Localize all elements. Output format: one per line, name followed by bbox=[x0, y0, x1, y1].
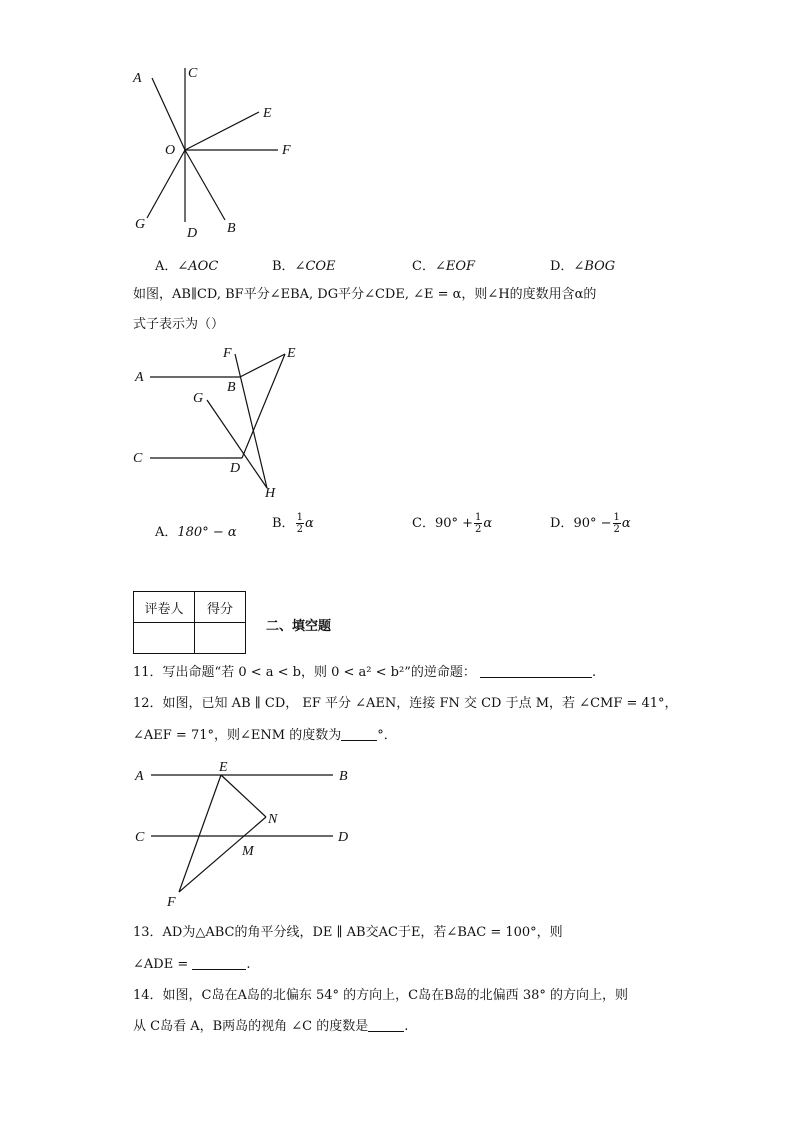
label-c: C bbox=[133, 451, 143, 466]
q14-line2 bbox=[133, 1018, 408, 1036]
q10-line1 bbox=[133, 286, 596, 304]
choice-tail: α bbox=[621, 516, 631, 531]
score-header: 得分 bbox=[195, 592, 246, 623]
q12-end: °． bbox=[377, 728, 397, 743]
choice-text: ∠EOF bbox=[434, 259, 476, 274]
label-m: M bbox=[242, 844, 254, 859]
choice-key: D． bbox=[550, 516, 574, 531]
q13-line1 bbox=[133, 924, 563, 942]
label-c: C bbox=[188, 66, 198, 81]
fraction bbox=[474, 512, 482, 535]
grader-header: 评卷人 bbox=[134, 592, 195, 623]
section-title: 二、填空题 bbox=[266, 619, 332, 634]
segment-en bbox=[221, 775, 266, 817]
label-f: F bbox=[223, 346, 232, 361]
label-a: A bbox=[135, 370, 144, 385]
choice-text: ∠AOC bbox=[177, 259, 219, 274]
choice-text: ∠COE bbox=[294, 259, 336, 274]
choice-tail: α bbox=[304, 516, 314, 531]
q9-choice-d[interactable] bbox=[550, 255, 615, 274]
q11-text: 11．写出命题“若 0 < a < b，则 0 < a² < b²”的逆命题： bbox=[133, 665, 476, 680]
figure-parallel-bisectors bbox=[125, 340, 325, 505]
choice-tail: α bbox=[483, 516, 493, 531]
q11-end: . bbox=[591, 665, 597, 680]
ray-og bbox=[147, 150, 185, 218]
label-d: D bbox=[338, 830, 349, 845]
choice-text: 180° − α bbox=[177, 525, 237, 540]
q13-end: . bbox=[246, 957, 251, 972]
q9-choice-a[interactable] bbox=[155, 255, 218, 274]
q9-choice-c[interactable] bbox=[412, 255, 475, 274]
choice-prefix: 90° − bbox=[573, 516, 612, 531]
q11-answer-blank[interactable] bbox=[480, 665, 592, 678]
figure-parallel-triangle bbox=[125, 755, 365, 915]
label-b: B bbox=[339, 769, 348, 784]
choice-prefix: 90° + bbox=[434, 516, 474, 531]
q10-choice-c[interactable] bbox=[412, 512, 492, 535]
label-d: D bbox=[230, 461, 241, 476]
line-de bbox=[242, 354, 285, 458]
label-o: O bbox=[165, 143, 176, 158]
q12-line2 bbox=[133, 727, 397, 745]
ray-oe bbox=[185, 112, 259, 150]
choice-key: C． bbox=[412, 516, 435, 531]
q13-answer-blank[interactable] bbox=[192, 957, 246, 970]
fraction bbox=[296, 512, 304, 535]
q12-line1 bbox=[133, 695, 678, 713]
q9-choice-b[interactable] bbox=[272, 255, 336, 274]
choice-key: C． bbox=[412, 259, 435, 274]
q12-text: 12．如图，已知 AB ∥ CD， EF 平分 ∠AEN，连接 FN 交 CD 于点 M，若 ∠CMF = 41°， bbox=[133, 696, 678, 711]
fraction-denominator: 2 bbox=[475, 524, 482, 535]
q12-text2: ∠AEF = 71°，则∠ENM 的度数为 bbox=[133, 728, 342, 743]
label-a: A bbox=[133, 71, 142, 86]
ray-oa bbox=[152, 78, 185, 150]
label-g: G bbox=[193, 391, 204, 406]
q10-choice-a[interactable] bbox=[155, 521, 237, 540]
choice-key: A． bbox=[155, 525, 178, 540]
q14-end: . bbox=[404, 1019, 409, 1034]
choice-key: A． bbox=[155, 259, 178, 274]
ray-ob bbox=[185, 150, 225, 220]
grader-cell[interactable] bbox=[134, 623, 195, 654]
fraction-numerator: 1 bbox=[613, 512, 620, 523]
q11 bbox=[133, 664, 596, 682]
q10-line2 bbox=[133, 316, 224, 334]
fraction-numerator: 1 bbox=[296, 512, 303, 523]
q14-text2: 从 C岛看 A，B两岛的视角 ∠C 的度数是 bbox=[133, 1019, 369, 1034]
score-table bbox=[133, 591, 246, 654]
label-b: B bbox=[227, 380, 236, 395]
line-be bbox=[240, 354, 285, 377]
q10-text2: 式子表示为（） bbox=[133, 317, 225, 332]
q14-text: 14．如图，C岛在A岛的北偏东 54° 的方向上，C岛在B岛的北偏西 38° 的方向上，则 bbox=[133, 988, 628, 1003]
fraction-denominator: 2 bbox=[296, 524, 303, 535]
choice-text: ∠BOG bbox=[573, 259, 616, 274]
label-h: H bbox=[265, 486, 276, 501]
label-d: D bbox=[187, 226, 198, 241]
q14-answer-blank[interactable] bbox=[368, 1019, 404, 1032]
q13-text: 13．AD为△ABC的角平分线，DE ∥ AB交AC于E，若∠BAC = 100°，则 bbox=[133, 925, 563, 940]
label-g: G bbox=[135, 217, 146, 232]
choice-key: B． bbox=[272, 259, 295, 274]
score-cell[interactable] bbox=[195, 623, 246, 654]
label-c: C bbox=[135, 830, 145, 845]
label-e: E bbox=[263, 106, 272, 121]
q10-choice-b[interactable] bbox=[272, 512, 314, 535]
figure-rays-from-o bbox=[125, 60, 315, 250]
label-f: F bbox=[282, 143, 291, 158]
label-e: E bbox=[287, 346, 296, 361]
q14-line1 bbox=[133, 987, 628, 1005]
label-f: F bbox=[167, 895, 176, 910]
choice-key: B． bbox=[272, 516, 295, 531]
fraction bbox=[613, 512, 621, 535]
choice-key: D． bbox=[550, 259, 574, 274]
label-a: A bbox=[135, 769, 144, 784]
fraction-numerator: 1 bbox=[475, 512, 482, 523]
q10-text: 如图，AB∥CD, BF平分∠EBA, DG平分∠CDE, ∠E = α，则∠H的度数用含α的 bbox=[133, 287, 597, 302]
q13-line2 bbox=[133, 956, 251, 974]
label-n: N bbox=[268, 812, 278, 827]
q10-choice-d[interactable] bbox=[550, 512, 631, 535]
fraction-denominator: 2 bbox=[613, 524, 620, 535]
label-e: E bbox=[219, 760, 228, 775]
label-b: B bbox=[227, 221, 236, 236]
q12-answer-blank[interactable] bbox=[341, 728, 377, 741]
q13-text2: ∠ADE = bbox=[133, 957, 189, 972]
